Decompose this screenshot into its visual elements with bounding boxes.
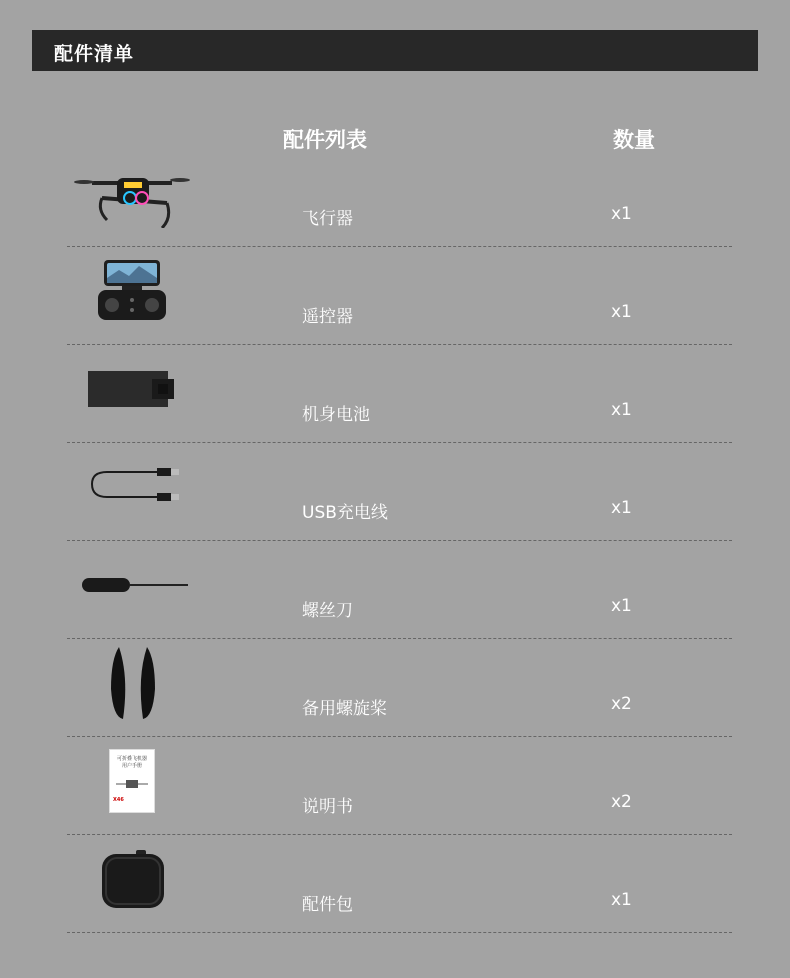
item-name: USB充电线: [302, 503, 388, 523]
list-item: [67, 638, 732, 737]
screwdriver-icon: [67, 540, 197, 630]
column-header-qty: 数量: [613, 128, 655, 152]
carry-case-icon: [67, 834, 197, 924]
item-name: 备用螺旋桨: [302, 699, 387, 719]
column-header-name: 配件列表: [283, 128, 367, 152]
manual-title-line2: 用户手册: [121, 763, 142, 769]
header-bar: [32, 30, 758, 71]
manual-icon: [67, 736, 197, 826]
item-name: 说明书: [302, 797, 353, 817]
list-item: [67, 442, 732, 541]
manual-title-line1: 可折叠飞机器: [116, 756, 147, 762]
item-name: 飞行器: [302, 209, 353, 229]
battery-icon: [67, 344, 197, 434]
item-name: 配件包: [302, 895, 353, 915]
drone-icon: [67, 148, 197, 238]
item-qty: x2: [611, 792, 632, 812]
list-item: [67, 736, 732, 835]
page-title: 配件清单: [54, 43, 135, 65]
item-name: 机身电池: [302, 405, 370, 425]
remote-controller-icon: [67, 246, 197, 336]
item-qty: x1: [611, 302, 632, 322]
item-name: 遥控器: [302, 307, 353, 327]
list-item: [67, 834, 732, 933]
item-qty: x1: [611, 204, 632, 224]
item-qty: x1: [611, 890, 632, 910]
list-item: [67, 148, 732, 247]
list-item: [67, 246, 732, 345]
usb-cable-icon: [67, 442, 197, 532]
item-name: 螺丝刀: [302, 601, 353, 621]
propeller-icon: [67, 638, 197, 728]
item-qty: x1: [611, 498, 632, 518]
list-item: [67, 540, 732, 639]
manual-model: X46: [113, 797, 124, 803]
item-qty: x1: [611, 596, 632, 616]
list-item: [67, 344, 732, 443]
item-qty: x2: [611, 694, 632, 714]
item-qty: x1: [611, 400, 632, 420]
